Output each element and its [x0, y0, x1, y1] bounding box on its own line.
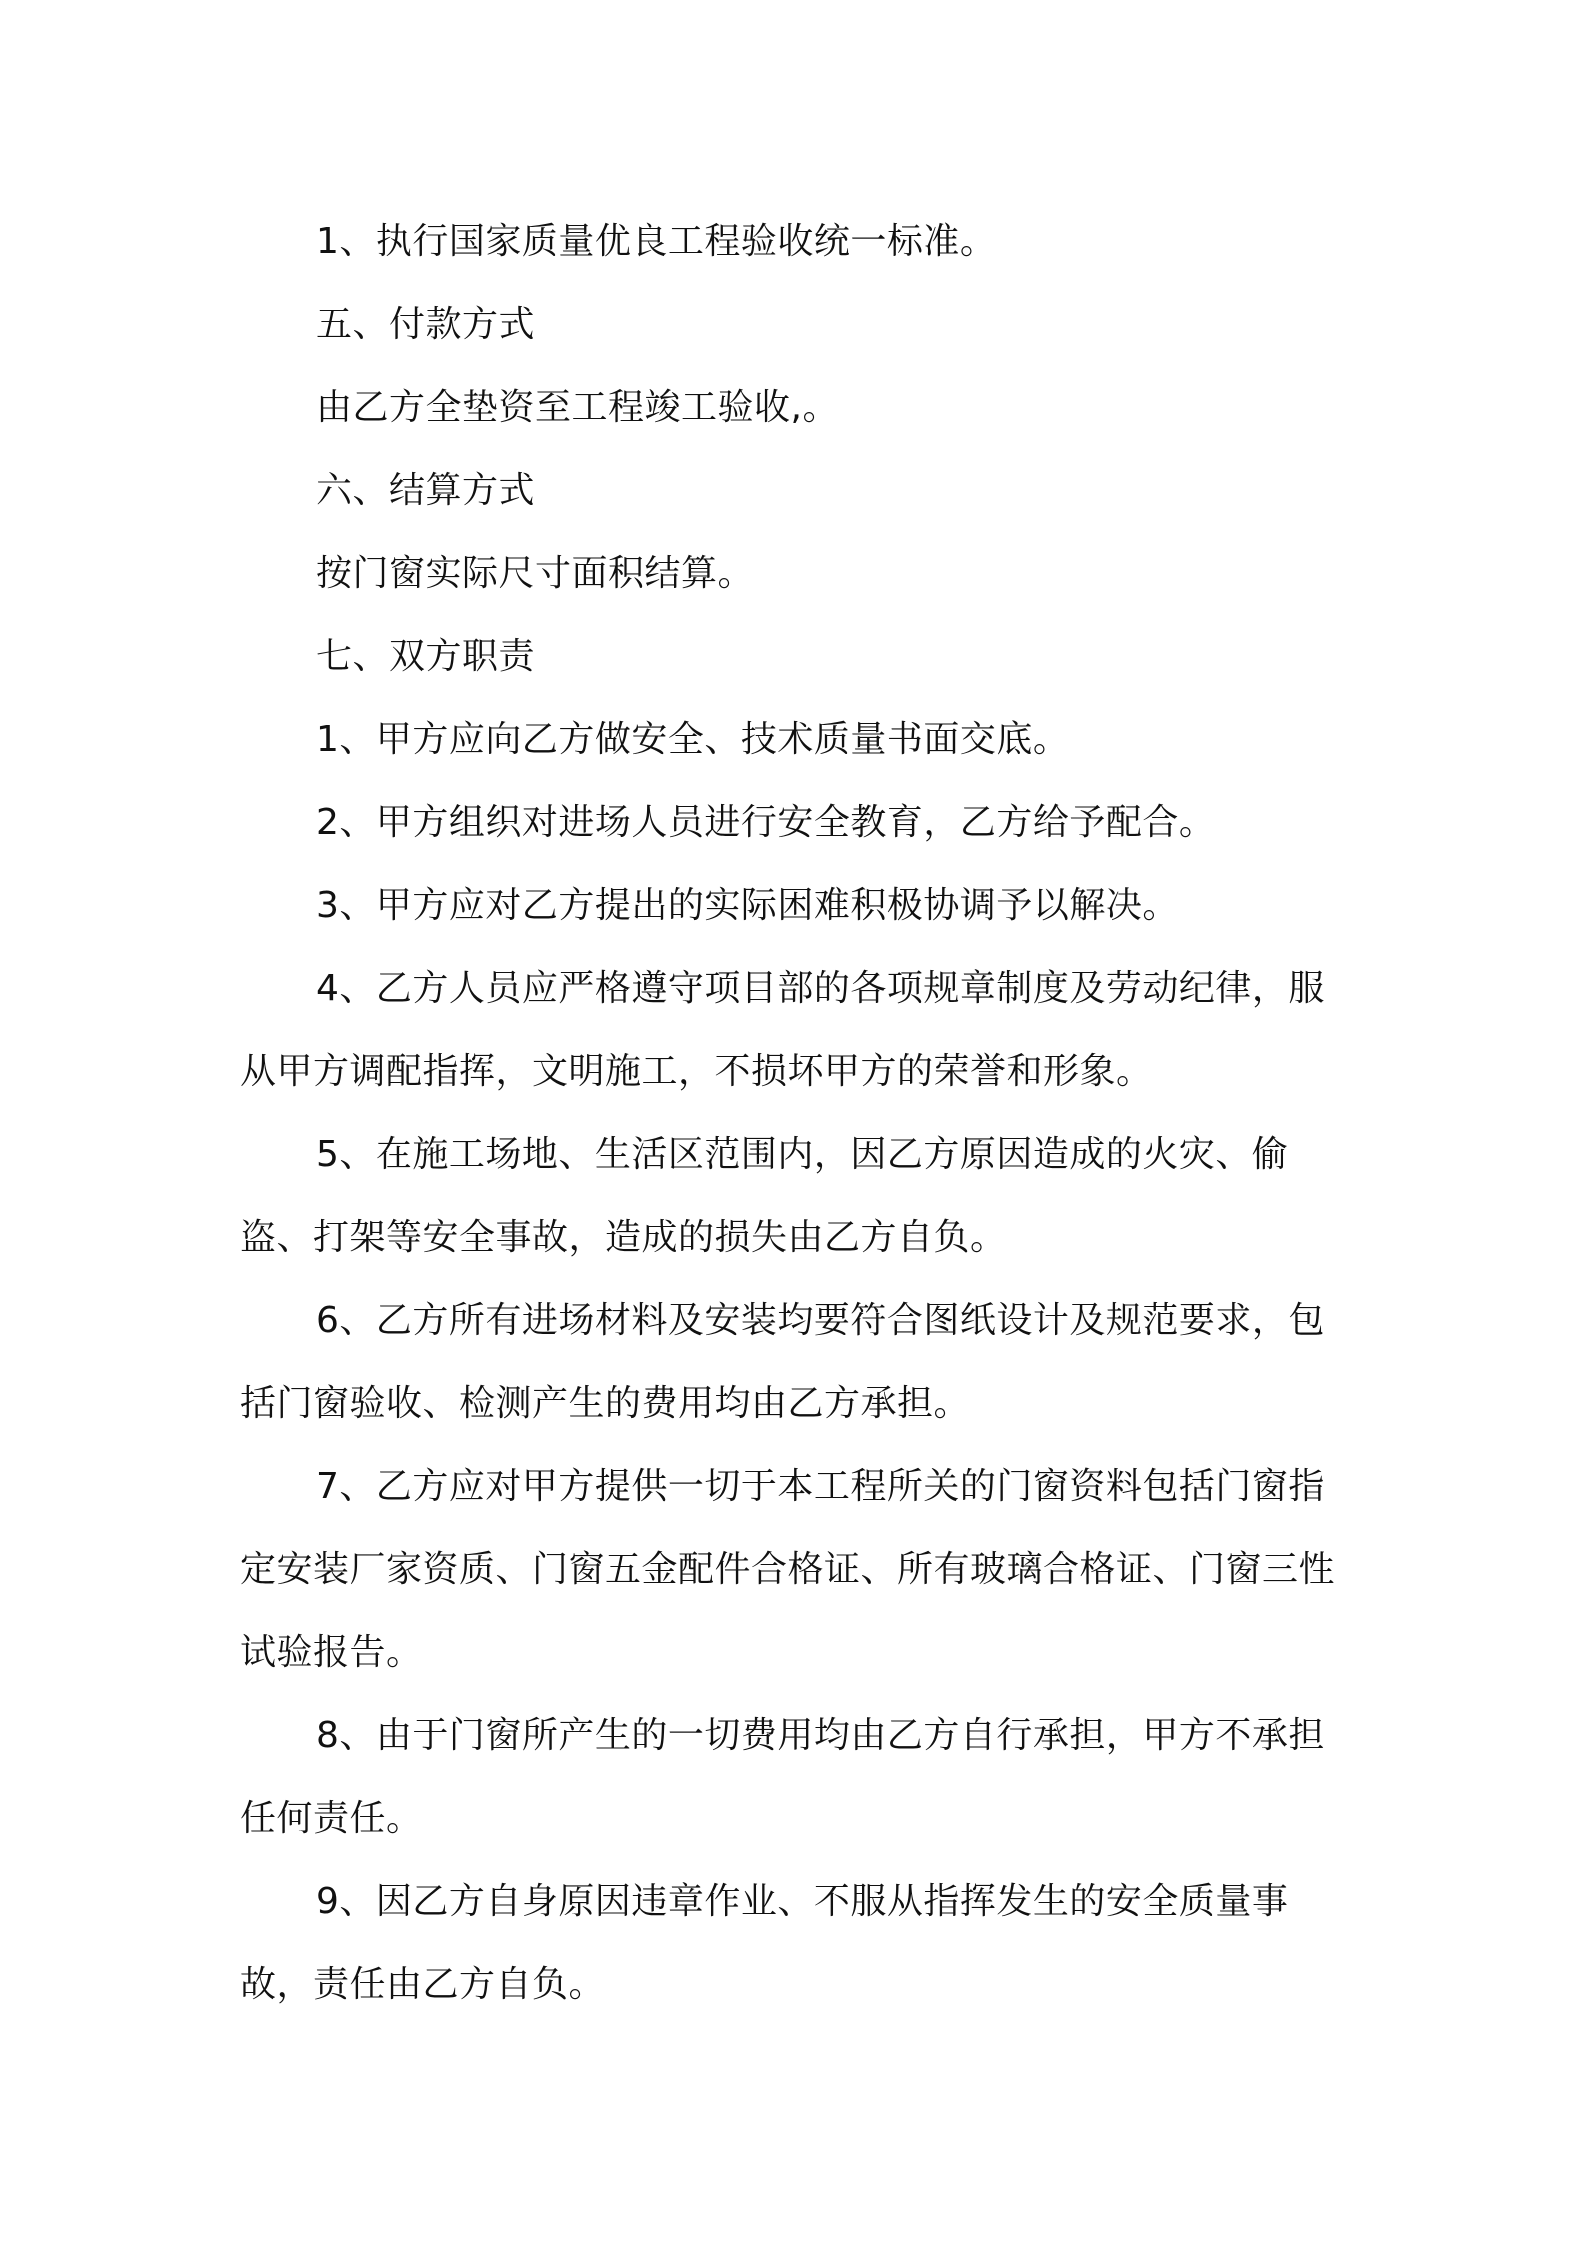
paragraph-settlement-method: 按门窗实际尺寸面积结算。 — [316, 553, 755, 594]
document-body — [240, 200, 1360, 2026]
responsibility-item-6: 6、乙方所有进场材料及安装均要符合图纸设计及规范要求，包括门窗验收、检测产生的费用均由乙方承担。 — [240, 1300, 1325, 1424]
responsibility-item-9: 9、因乙方自身原因违章作业、不服从指挥发生的安全质量事故，责任由乙方自负。 — [240, 1881, 1289, 2005]
heading-responsibilities: 七、双方职责 — [316, 636, 536, 677]
paragraph-payment-method: 由乙方全垫资至工程竣工验收,。 — [316, 387, 839, 428]
responsibility-item-4: 4、乙方人员应严格遵守项目部的各项规章制度及劳动纪律，服从甲方调配指挥，文明施工，不损坏甲方的荣誉和形象。 — [240, 968, 1325, 1092]
responsibility-item-3: 3、甲方应对乙方提出的实际困难积极协调予以解决。 — [316, 885, 1179, 926]
heading-settlement-method: 六、结算方式 — [316, 470, 536, 511]
heading-payment-method: 五、付款方式 — [316, 304, 536, 345]
responsibility-item-8: 8、由于门窗所产生的一切费用均由乙方自行承担，甲方不承担任何责任。 — [240, 1715, 1325, 1839]
responsibility-item-2: 2、甲方组织对进场人员进行安全教育，乙方给予配合。 — [316, 802, 1216, 843]
responsibility-item-7: 7、乙方应对甲方提供一切于本工程所关的门窗资料包括门窗指定安装厂家资质、门窗五金配件合格证、所有玻璃合格证、门窗三性试验报告。 — [240, 1466, 1336, 1673]
responsibility-item-5: 5、在施工场地、生活区范围内，因乙方原因造成的火灾、偷盗、打架等安全事故，造成的损失由乙方自负。 — [240, 1134, 1289, 1258]
responsibility-item-1: 1、甲方应向乙方做安全、技术质量书面交底。 — [316, 719, 1070, 760]
paragraph-quality-standard: 1、执行国家质量优良工程验收统一标准。 — [316, 221, 997, 262]
